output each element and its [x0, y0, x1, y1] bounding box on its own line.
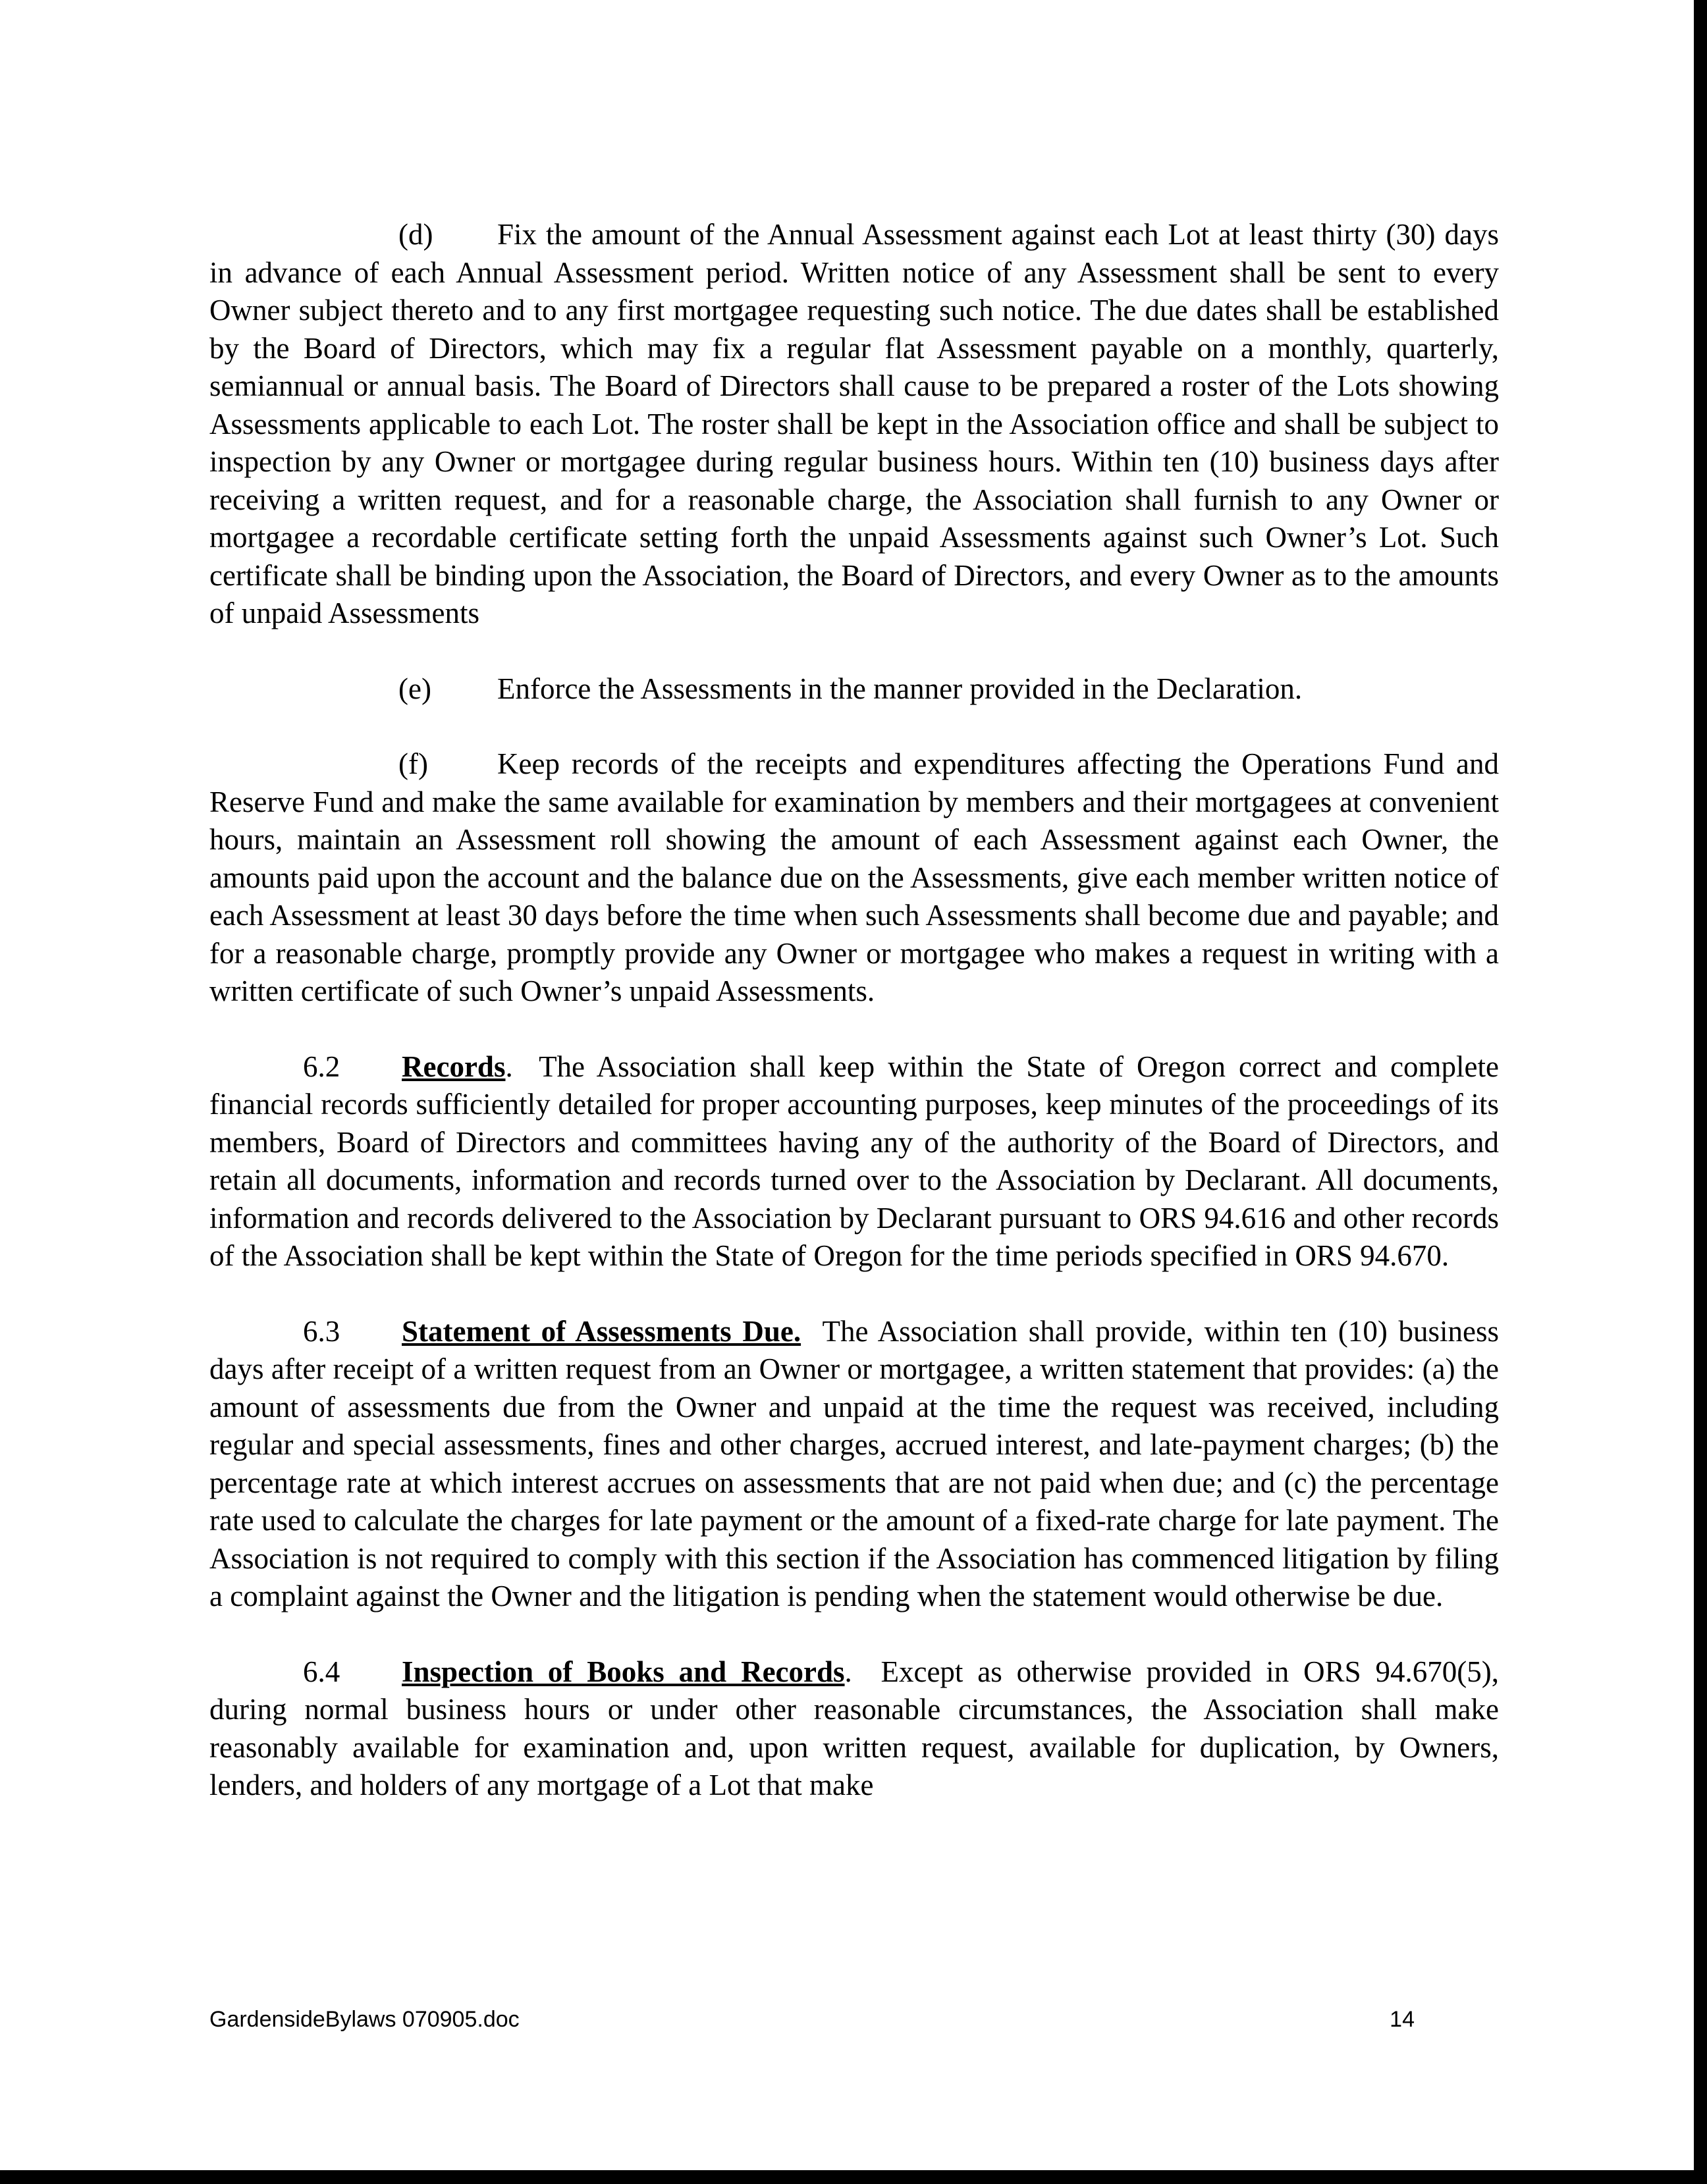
subparagraph-e: [209, 670, 1499, 708]
section-text: Except as otherwise provided in ORS 94.670(5), during normal business hours or under other reasonable circumstances, the Association shall make reasonably available for examination and, upon written request, available for duplication, by Owners, lenders, and holders of any mortgage of a Lot that make: [209, 1655, 1499, 1801]
section-text: The Association shall provide, within ten (10) business days after receipt of a written request from an Owner or mortgagee, a written statement that provides: (a) the amount of assessments due from the Owner and unpaid at the time the request was received, including regular and special assessments, fines and other charges, accrued interest, and late-payment charges; (b) the percentage rate at which interest accrues on assessments that are not paid when due; and (c) the percentage rate used to calculate the charges for late payment or the amount of a fixed-rate charge for late payment. The Association is not required to comply with this section if the Association has commenced litigation by filing a complaint against the Owner and the litigation is pending when the statement would otherwise be due.: [209, 1314, 1499, 1612]
section-heading: Statement of Assessments Due.: [402, 1314, 801, 1348]
footer-filename: GardensideBylaws 070905.doc: [209, 2007, 520, 2032]
section-heading-punct: .: [844, 1655, 852, 1688]
section-text: The Association shall keep within the State of Oregon correct and complete financial records sufficiently detailed for proper accounting purposes, keep minutes of the proceedings of its members, Board of Directors and committees having any of the authority of the Board of Directors, and retain all documents, information and records turned over to the Association by Declarant. All documents, information and records delivered to the Association by Declarant pursuant to ORS 94.616 and other records of the Association shall be kept within the State of Oregon for the time periods specified in ORS 94.670.: [209, 1050, 1499, 1272]
subparagraph-text: Fix the amount of the Annual Assessment against each Lot at least thirty (30) days in advance of each Annual Assessment period. Written notice of any Assessment shall be sent to every Owner subject thereto and to any first mortgagee requesting such notice. The due dates shall be established by the Board of Directors, which may fix a regular flat Assessment payable on a monthly, quarterly, semiannual or annual basis. The Board of Directors shall cause to be prepared a roster of the Lots showing Assessments applicable to each Lot. The roster shall be kept in the Association office and shall be subject to inspection by any Owner or mortgagee during regular business hours. Within ten (10) business days after receiving a written request, and for a reasonable charge, the Association shall furnish to any Owner or mortgagee a recordable certificate setting forth the unpaid Assessments against such Owner’s Lot. Such certificate shall be binding upon the Association, the Board of Directors, and every Owner as to the amounts of unpaid Assessments: [209, 218, 1499, 629]
subparagraph-marker: (d): [398, 218, 433, 251]
subparagraph-text: Keep records of the receipts and expenditures affecting the Operations Fund and Reserve Fund and make the same available for examination by members and their mortgagees at convenient hours, maintain an Assessment roll showing the amount of each Assessment against each Owner, the amounts paid upon the account and the balance due on the Assessments, give each member written notice of each Assessment at least 30 days before the time when such Assessments shall become due and payable; and for a reasonable charge, promptly provide any Owner or mortgagee who makes a request in writing with a written certificate of such Owner’s unpaid Assessments.: [209, 747, 1499, 1007]
section-heading: Records: [402, 1050, 506, 1083]
section-number: 6.3: [303, 1314, 340, 1348]
footer-page-number: 14: [1390, 2007, 1415, 2032]
section-heading-punct: .: [505, 1050, 513, 1083]
section-number: 6.4: [303, 1655, 340, 1688]
section-6-4: [209, 1653, 1499, 1805]
subparagraph-marker: (e): [398, 672, 431, 705]
subparagraph-text: Enforce the Assessments in the manner provided in the Declaration.: [497, 672, 1303, 705]
section-number: 6.2: [303, 1050, 340, 1083]
section-heading: Inspection of Books and Records: [402, 1655, 845, 1688]
document-body: [209, 216, 1499, 1842]
section-6-2: [209, 1048, 1499, 1275]
page-footer: [209, 2007, 1415, 2033]
subparagraph-d: [209, 216, 1499, 633]
section-6-3: [209, 1313, 1499, 1616]
subparagraph-marker: (f): [398, 747, 428, 780]
subparagraph-f: [209, 745, 1499, 1011]
